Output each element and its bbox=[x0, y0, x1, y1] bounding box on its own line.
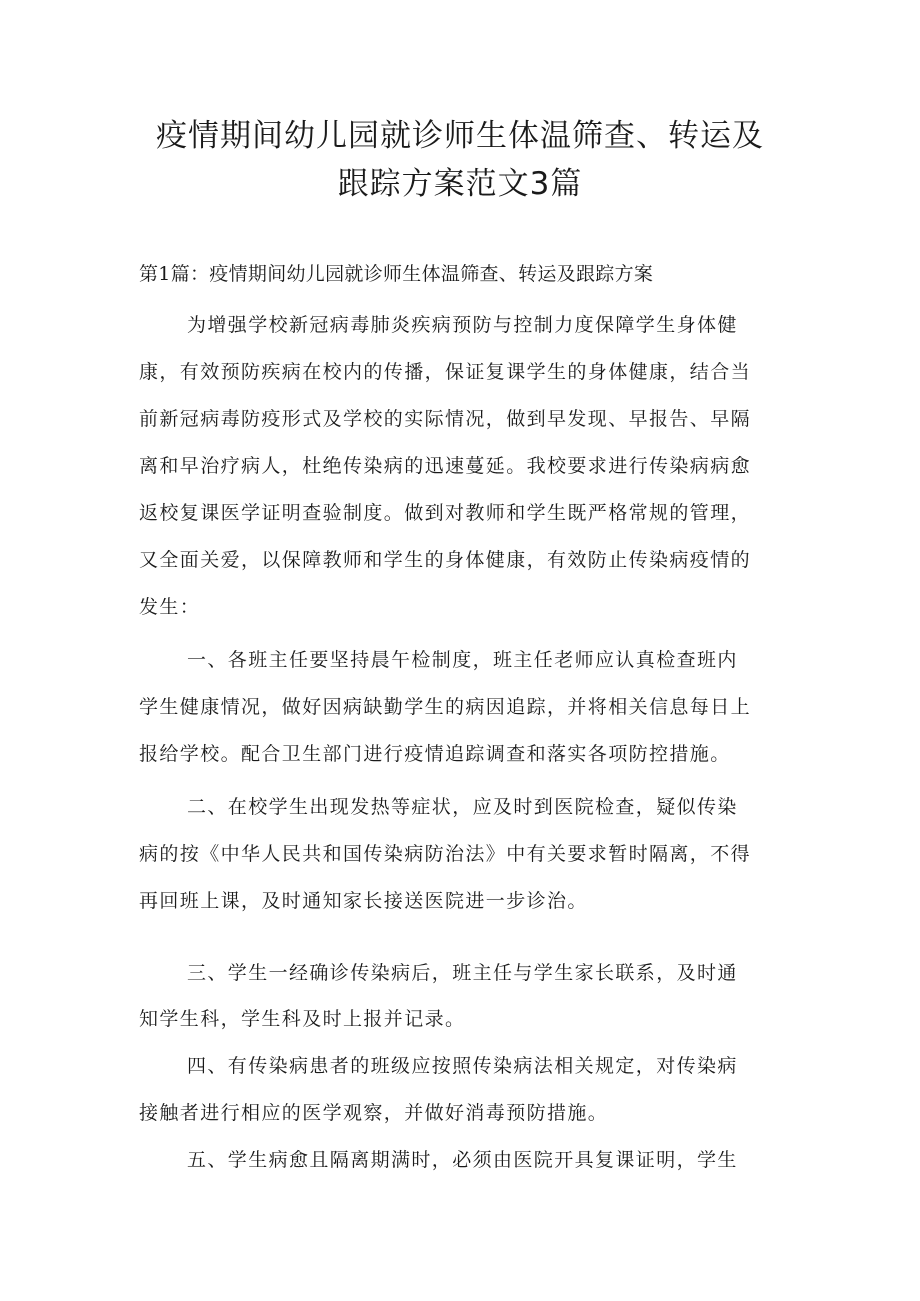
paragraph-line: 发生： bbox=[139, 596, 201, 618]
paragraph-line: 为增强学校新冠病毒肺炎疾病预防与控制力度保障学生身体健 bbox=[187, 314, 738, 336]
paragraph-line: 康，有效预防疾病在校内的传播，保证复课学生的身体健康，结合当 bbox=[139, 361, 752, 383]
paragraph-line: 报给学校。配合卫生部门进行疫情追踪调查和落实各项防控措施。 bbox=[139, 743, 731, 765]
paragraph-line: 四、有传染病患者的班级应按照传染病法相关规定，对传染病 bbox=[187, 1055, 738, 1077]
paragraph-line: 二、在校学生出现发热等症状，应及时到医院检查，疑似传染 bbox=[187, 796, 738, 818]
paragraph-line: 学生健康情况，做好因病缺勤学生的病因追踪，并将相关信息每日上 bbox=[139, 696, 752, 718]
paragraph-line: 一、各班主任要坚持晨午检制度，班主任老师应认真检查班内 bbox=[187, 649, 738, 671]
section-heading: 第1篇：疫情期间幼儿园就诊师生体温筛查、转运及跟踪方案 bbox=[139, 263, 654, 285]
paragraph-line: 知学生科，学生科及时上报并记录。 bbox=[139, 1008, 466, 1030]
paragraph-line: 三、学生一经确诊传染病后，班主任与学生家长联系，及时通 bbox=[187, 962, 738, 984]
document-title-line-1: 疫情期间幼儿园就诊师生体温筛查、转运及 bbox=[156, 118, 764, 154]
paragraph-line: 五、学生病愈且隔离期满时，必须由医院开具复课证明，学生 bbox=[187, 1149, 738, 1171]
paragraph-line: 前新冠病毒防疫形式及学校的实际情况，做到早发现、早报告、早隔 bbox=[139, 408, 752, 430]
paragraph-line: 离和早治疗病人，杜绝传染病的迅速蔓延。我校要求进行传染病病愈 bbox=[139, 455, 752, 477]
paragraph-line: 又全面关爱，以保障教师和学生的身体健康，有效防止传染病疫情的 bbox=[139, 549, 752, 571]
paragraph-line: 病的按《中华人民共和国传染病防治法》中有关要求暂时隔离，不得 bbox=[139, 843, 752, 865]
paragraph-line: 返校复课医学证明查验制度。做到对教师和学生既严格常规的管理， bbox=[139, 502, 752, 524]
document-title-line-2: 跟踪方案范文3篇 bbox=[337, 166, 583, 202]
paragraph-line: 接触者进行相应的医学观察，并做好消毒预防措施。 bbox=[139, 1102, 609, 1124]
paragraph-line: 再回班上课，及时通知家长接送医院进一步诊治。 bbox=[139, 890, 588, 912]
